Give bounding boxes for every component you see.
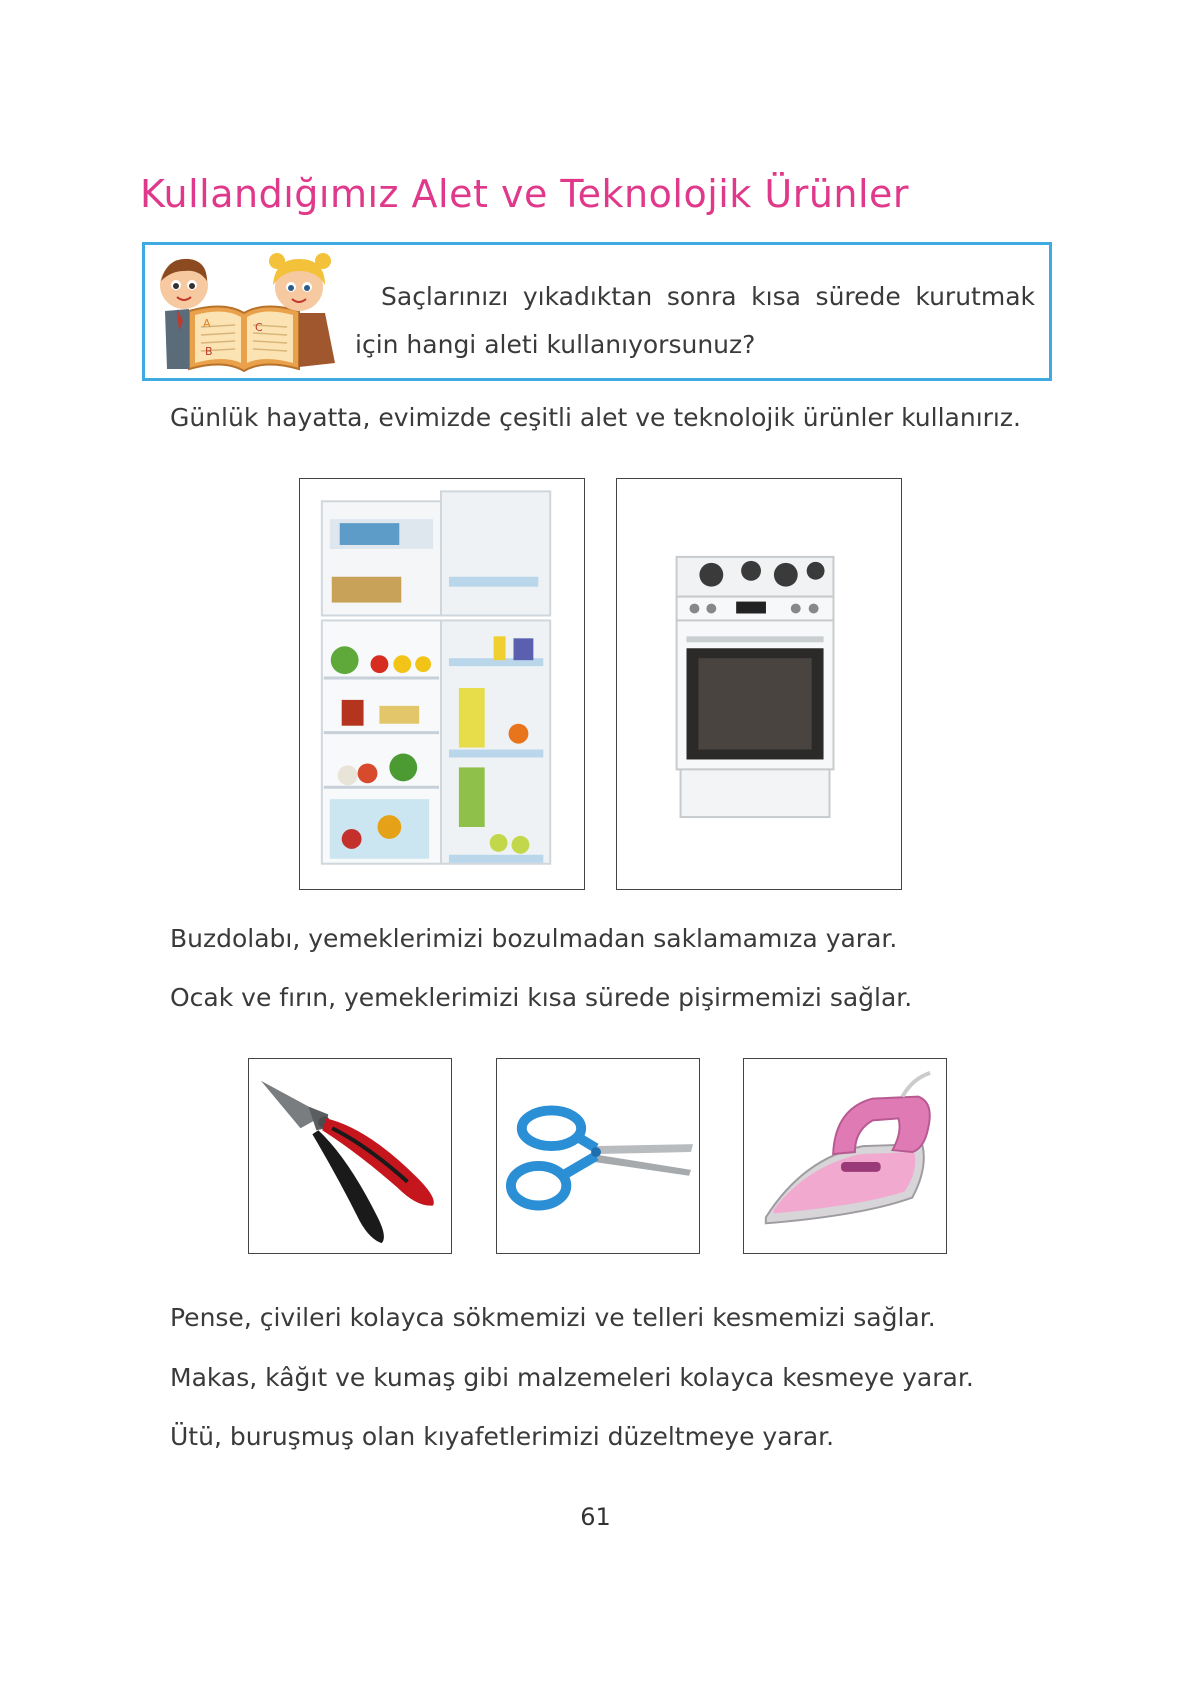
pliers-image — [248, 1058, 452, 1254]
sentence-pliers: Pense, çivileri kolayca sökmemizi ve telleri kesmemizi sağlar. — [170, 1303, 936, 1332]
sentence-refrigerator: Buzdolabı, yemeklerimizi bozulmadan saklamamıza yarar. — [170, 924, 898, 953]
sentence-scissors: Makas, kâğıt ve kumaş gibi malzemeleri kolayca kesmeye yarar. — [170, 1363, 974, 1392]
sentence-iron: Ütü, buruşmuş olan kıyafetlerimizi düzeltmeye yarar. — [170, 1422, 835, 1451]
page-title: Kullandığımız Alet ve Teknolojik Ürünler — [140, 172, 910, 216]
kids-with-book-illustration — [149, 251, 339, 376]
stove-oven-image — [616, 478, 902, 890]
sentence-stove: Ocak ve fırın, yemeklerimizi kısa sürede pişirmemizi sağlar. — [170, 983, 913, 1012]
book-letter-c: C — [255, 321, 263, 334]
book-letter-b: B — [205, 345, 213, 358]
refrigerator-image — [299, 478, 585, 890]
question-box — [142, 242, 1052, 381]
page-number: 61 — [580, 1503, 611, 1531]
book-letter-a: A — [203, 317, 211, 330]
intro-text: Günlük hayatta, evimizde çeşitli alet ve teknolojik ürünler kullanırız. — [170, 403, 1021, 432]
question-text: Saçlarınızı yıkadıktan sonra kısa sürede kurutmak için hangi aleti kullanıyorsunuz? — [355, 282, 1035, 359]
scissors-image — [496, 1058, 700, 1254]
iron-image — [743, 1058, 947, 1254]
